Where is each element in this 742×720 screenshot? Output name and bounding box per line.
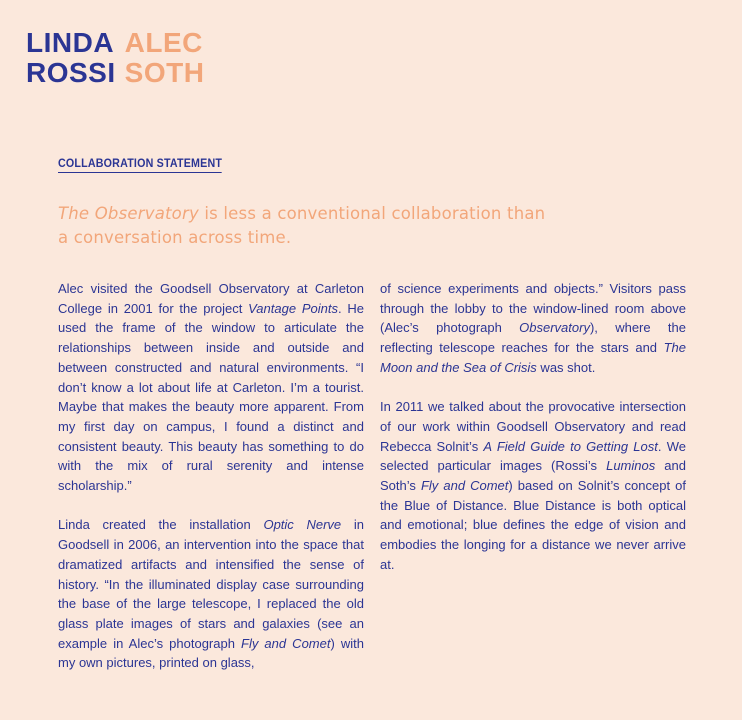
p3-text-2: ), where the reflecting telescope reaches for the stars and	[380, 320, 686, 356]
artist-last-name-2: SOTH	[124, 57, 205, 88]
p4-italic-1: A Field Guide to Getting Lost	[483, 438, 658, 454]
p1-text-2: . He used the frame of the window to articulate the relationships between inside and outside and between constructed and natural environments. “I don’t know a lot about life at Carleton. I’m a tourist. Maybe that makes the beauty more apparent. From my first day on campus, I found a distinct and consistent beauty. This beauty has something to do with the mix of rural serenity and intense scholarship.”	[58, 300, 364, 494]
paragraph-4	[380, 397, 686, 574]
p2-italic-1: Optic Nerve	[263, 517, 342, 533]
left-column	[58, 279, 364, 673]
p4-text-3: and Soth’s	[380, 458, 686, 494]
p2-italic-2: Fly and Comet	[241, 635, 331, 651]
lead-line1-rest: is less a conventional collaboration than	[198, 204, 546, 223]
p4-italic-3: Fly and Comet	[420, 478, 509, 494]
p3-italic-2: The Moon and the Sea of Crisis	[380, 340, 686, 375]
p2-text-1: Linda created the installation	[58, 517, 264, 533]
p4-text-2: . We selected particular images (Rossi’s	[380, 438, 686, 474]
artist-names	[26, 28, 204, 88]
lead-statement	[58, 202, 578, 250]
p2-text-2: in Goodsell in 2006, an intervention into the space that dramatized artifacts and intensified the sense of history. “In the illuminated display case surrounding the base of the large telescope, I replaced the old glass plate images of stars and galaxies (see an example in Alec’s photograph	[58, 517, 364, 651]
p4-italic-2: Luminos	[606, 458, 656, 474]
p3-italic-1: Observatory	[519, 320, 590, 336]
artist-first-name-1: LINDA	[26, 27, 115, 58]
lead-title: The Observatory	[58, 204, 199, 223]
section-heading: COLLABORATION STATEMENT	[58, 158, 222, 173]
paragraph-3	[380, 279, 686, 378]
right-column	[380, 279, 686, 575]
paragraph-2	[58, 515, 364, 673]
artist-first-name-2: ALEC	[124, 27, 203, 58]
p4-text-4: ) based on Solnit’s concept of the Blue of Distance. Blue Distance is both optical and emotional; blue defines the edge of vision and embodies the longing for a distance we never arrive at.	[380, 478, 686, 572]
p1-text-1: Alec visited the Goodsell Observatory at Carleton College in 2001 for the project	[58, 281, 364, 316]
p3-text-1: of science experiments and objects.” Visitors pass through the lobby to the window-lined room above (Alec’s photograph	[380, 281, 686, 336]
p1-italic-1: Vantage Points	[248, 300, 338, 316]
p2-text-3: ) with my own pictures, printed on glass,	[58, 635, 364, 671]
artist-last-name-1: ROSSI	[26, 57, 116, 88]
lead-line2: a conversation across time.	[58, 228, 292, 247]
p4-text-1: In 2011 we talked about the provocative intersection of our work within Goodsell Observatory and read Rebecca Solnit’s	[380, 399, 686, 454]
paragraph-1	[58, 279, 364, 496]
p3-text-3: was shot.	[536, 359, 596, 375]
